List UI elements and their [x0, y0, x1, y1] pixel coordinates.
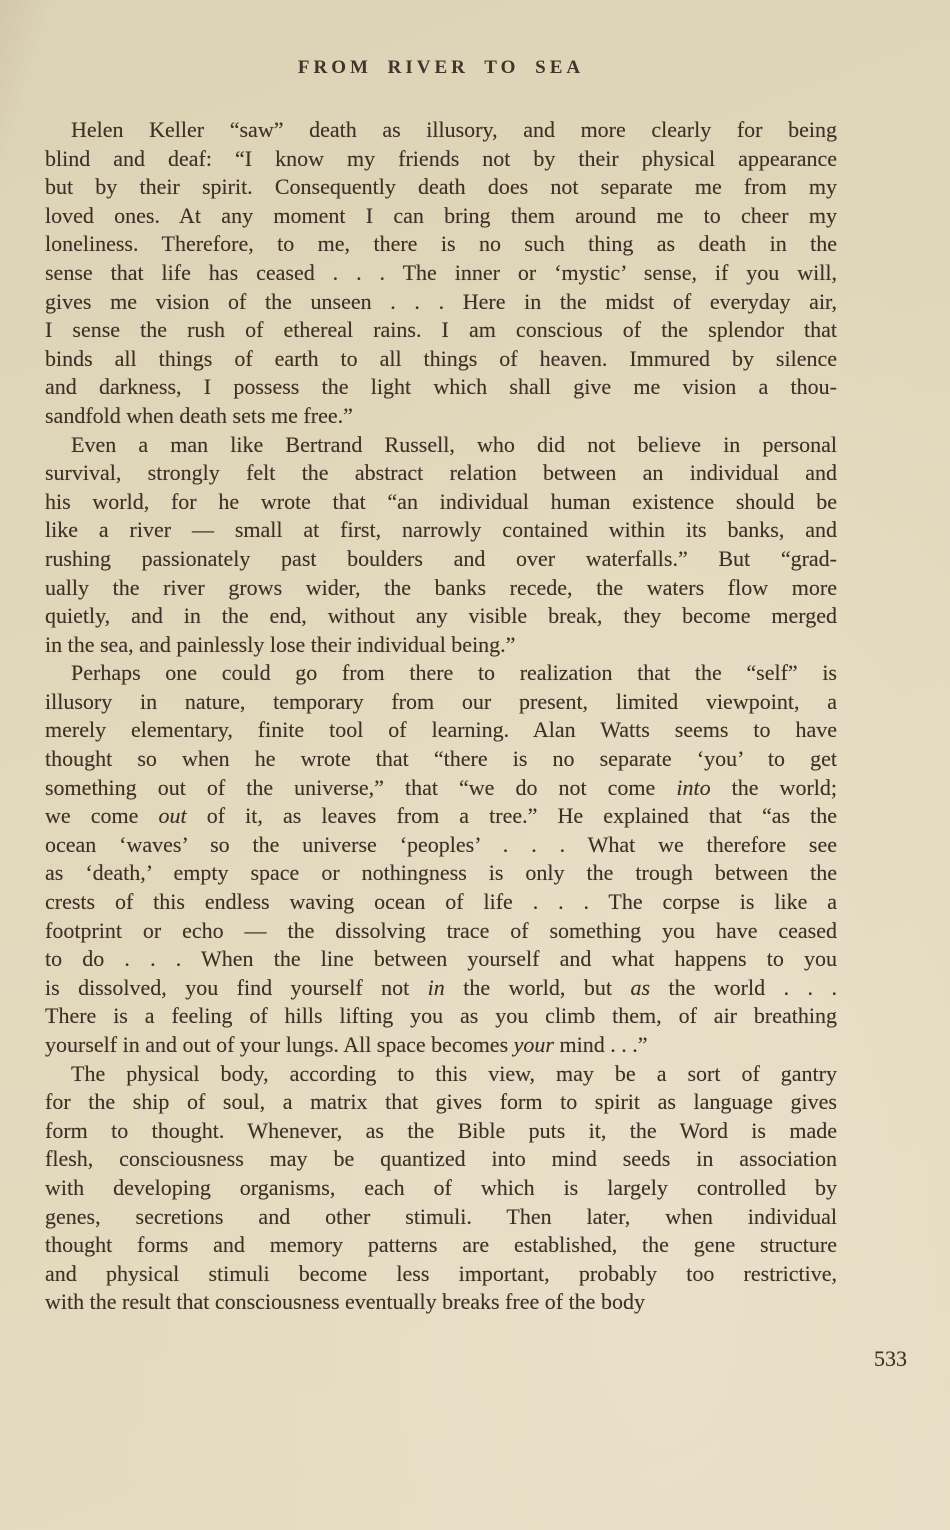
text-line [45, 716, 837, 745]
text-line [45, 659, 837, 688]
text-line [45, 1031, 837, 1060]
text-line [45, 145, 837, 174]
italic-text-segment: as [630, 974, 650, 1000]
text-line [45, 1117, 837, 1146]
text-segment: like a river — small at first, narrowly contained within its banks, and [45, 517, 837, 543]
text-segment: form to thought. Whenever, as the Bible puts it, the Word is made [45, 1117, 837, 1143]
running-header: FROM RIVER TO SEA [297, 57, 585, 78]
italic-text-segment: your [513, 1032, 554, 1057]
text-line [45, 631, 837, 660]
text-segment: with the result that consciousness eventually breaks free of the body [45, 1289, 645, 1315]
text-segment: loneliness. Therefore, to me, there is no such thing as death in the [45, 231, 837, 257]
text-line [45, 1260, 837, 1289]
text-line [45, 774, 837, 803]
text-line [45, 602, 837, 631]
text-segment: the world . . . [650, 974, 837, 1000]
text-line [45, 173, 837, 202]
text-segment: I sense the rush of ethereal rains. I am conscious of the splendor that [45, 317, 837, 343]
text-segment: thought so when he wrote that “there is no separate ‘you’ to get [45, 746, 837, 772]
text-segment: Even a man like Bertrand Russell, who did not believe in personal [71, 431, 837, 457]
text-segment: the world, but [444, 974, 631, 1000]
text-line [45, 316, 837, 345]
text-line [45, 1174, 837, 1203]
text-line [45, 1145, 837, 1174]
text-segment: blind and deaf: “I know my friends not by their physical appearance [45, 145, 837, 171]
text-segment: gives me vision of the unseen . . . Here in the midst of everyday air, [45, 288, 837, 314]
text-segment: yourself in and out of your lungs. All space becomes [45, 1032, 514, 1057]
text-segment: footprint or echo — the dissolving trace of something you have ceased [45, 917, 837, 943]
text-segment: with developing organisms, each of which is largely controlled by [45, 1174, 837, 1200]
italic-text-segment: into [676, 774, 711, 800]
text-line [45, 459, 837, 488]
text-line [45, 545, 837, 574]
text-line [45, 1203, 837, 1232]
text-line [45, 230, 837, 259]
text-segment: merely elementary, finite tool of learning. Alan Watts seems to have [45, 717, 837, 743]
text-segment: sandfold when death sets me free.” [45, 402, 353, 428]
text-line [45, 402, 837, 431]
text-segment: ocean ‘waves’ so the universe ‘peoples’ . . . What we therefore see [45, 831, 837, 857]
text-segment: is dissolved, you find yourself not [45, 974, 428, 1000]
text-line [45, 288, 837, 317]
text-segment: crests of this endless waving ocean of life . . . The corpse is like a [45, 889, 837, 915]
text-segment: quietly, and in the end, without any visible break, they become merged [45, 603, 837, 629]
text-line [45, 1288, 837, 1317]
text-line [45, 745, 837, 774]
italic-text-segment: out [158, 803, 187, 829]
text-segment: loved ones. At any moment I can bring them around me to cheer my [45, 202, 837, 228]
text-segment: his world, for he wrote that “an individual human existence should be [45, 488, 837, 514]
text-segment: thought forms and memory patterns are established, the gene structure [45, 1232, 837, 1258]
body-paragraph [45, 431, 837, 660]
text-line [45, 802, 837, 831]
text-line [45, 859, 837, 888]
body-paragraph [45, 1060, 837, 1317]
text-line [45, 116, 837, 145]
text-segment: we come [45, 803, 159, 829]
text-segment: as ‘death,’ empty space or nothingness is only the trough between the [45, 860, 837, 886]
text-line [45, 488, 837, 517]
text-segment: mind . . .” [553, 1032, 648, 1057]
text-line [45, 945, 837, 974]
text-segment: and physical stimuli become less important, probably too restrictive, [45, 1260, 837, 1286]
text-segment: survival, strongly felt the abstract relation between an individual and [45, 460, 837, 486]
text-segment: rushing passionately past boulders and over waterfalls.” But “grad- [45, 545, 837, 571]
text-line [45, 516, 837, 545]
body-paragraph [45, 116, 837, 431]
text-line [45, 373, 837, 402]
text-segment: but by their spirit. Consequently death does not separate me from my [45, 174, 837, 200]
text-line [45, 1088, 837, 1117]
italic-text-segment: in [427, 974, 445, 1000]
text-line [45, 574, 837, 603]
text-segment: There is a feeling of hills lifting you as you climb them, of air breathing [45, 1003, 837, 1029]
body-paragraph [45, 659, 837, 1059]
text-segment: Helen Keller “saw” death as illusory, and more clearly for being [71, 117, 837, 142]
page-number: 533 [874, 1346, 907, 1371]
text-segment: and darkness, I possess the light which shall give me vision a thou- [45, 374, 837, 400]
text-segment: binds all things of earth to all things of heaven. Immured by silence [45, 345, 837, 371]
text-line [45, 345, 837, 374]
text-segment: ually the river grows wider, the banks recede, the waters flow more [45, 574, 837, 600]
text-segment: for the ship of soul, a matrix that gives form to spirit as language gives [45, 1089, 837, 1115]
text-segment: something out of the universe,” that “we do not come [45, 774, 677, 800]
text-line [45, 1060, 837, 1089]
text-line [45, 688, 837, 717]
text-segment: The physical body, according to this view, may be a sort of gantry [71, 1060, 837, 1086]
text-line [45, 917, 837, 946]
text-line [45, 202, 837, 231]
text-segment: the world; [710, 774, 837, 800]
text-segment: of it, as leaves from a tree.” He explained that “as the [186, 803, 838, 829]
text-line [45, 1002, 837, 1031]
body-text [45, 116, 837, 1317]
text-line [45, 831, 837, 860]
text-segment: to do . . . When the line between yourself and what happens to you [45, 946, 837, 972]
text-line [45, 974, 837, 1003]
text-segment: genes, secretions and other stimuli. Then later, when individual [45, 1203, 837, 1229]
text-line [45, 888, 837, 917]
text-segment: in the sea, and painlessly lose their individual being.” [45, 631, 516, 657]
text-line [45, 259, 837, 288]
text-segment: flesh, consciousness may be quantized into mind seeds in association [45, 1146, 837, 1172]
text-segment: illusory in nature, temporary from our present, limited viewpoint, a [45, 688, 837, 714]
text-line [45, 1231, 837, 1260]
text-segment: Perhaps one could go from there to realization that the “self” is [71, 660, 837, 686]
text-line [45, 431, 837, 460]
text-segment: sense that life has ceased . . . The inner or ‘mystic’ sense, if you will, [45, 259, 837, 285]
